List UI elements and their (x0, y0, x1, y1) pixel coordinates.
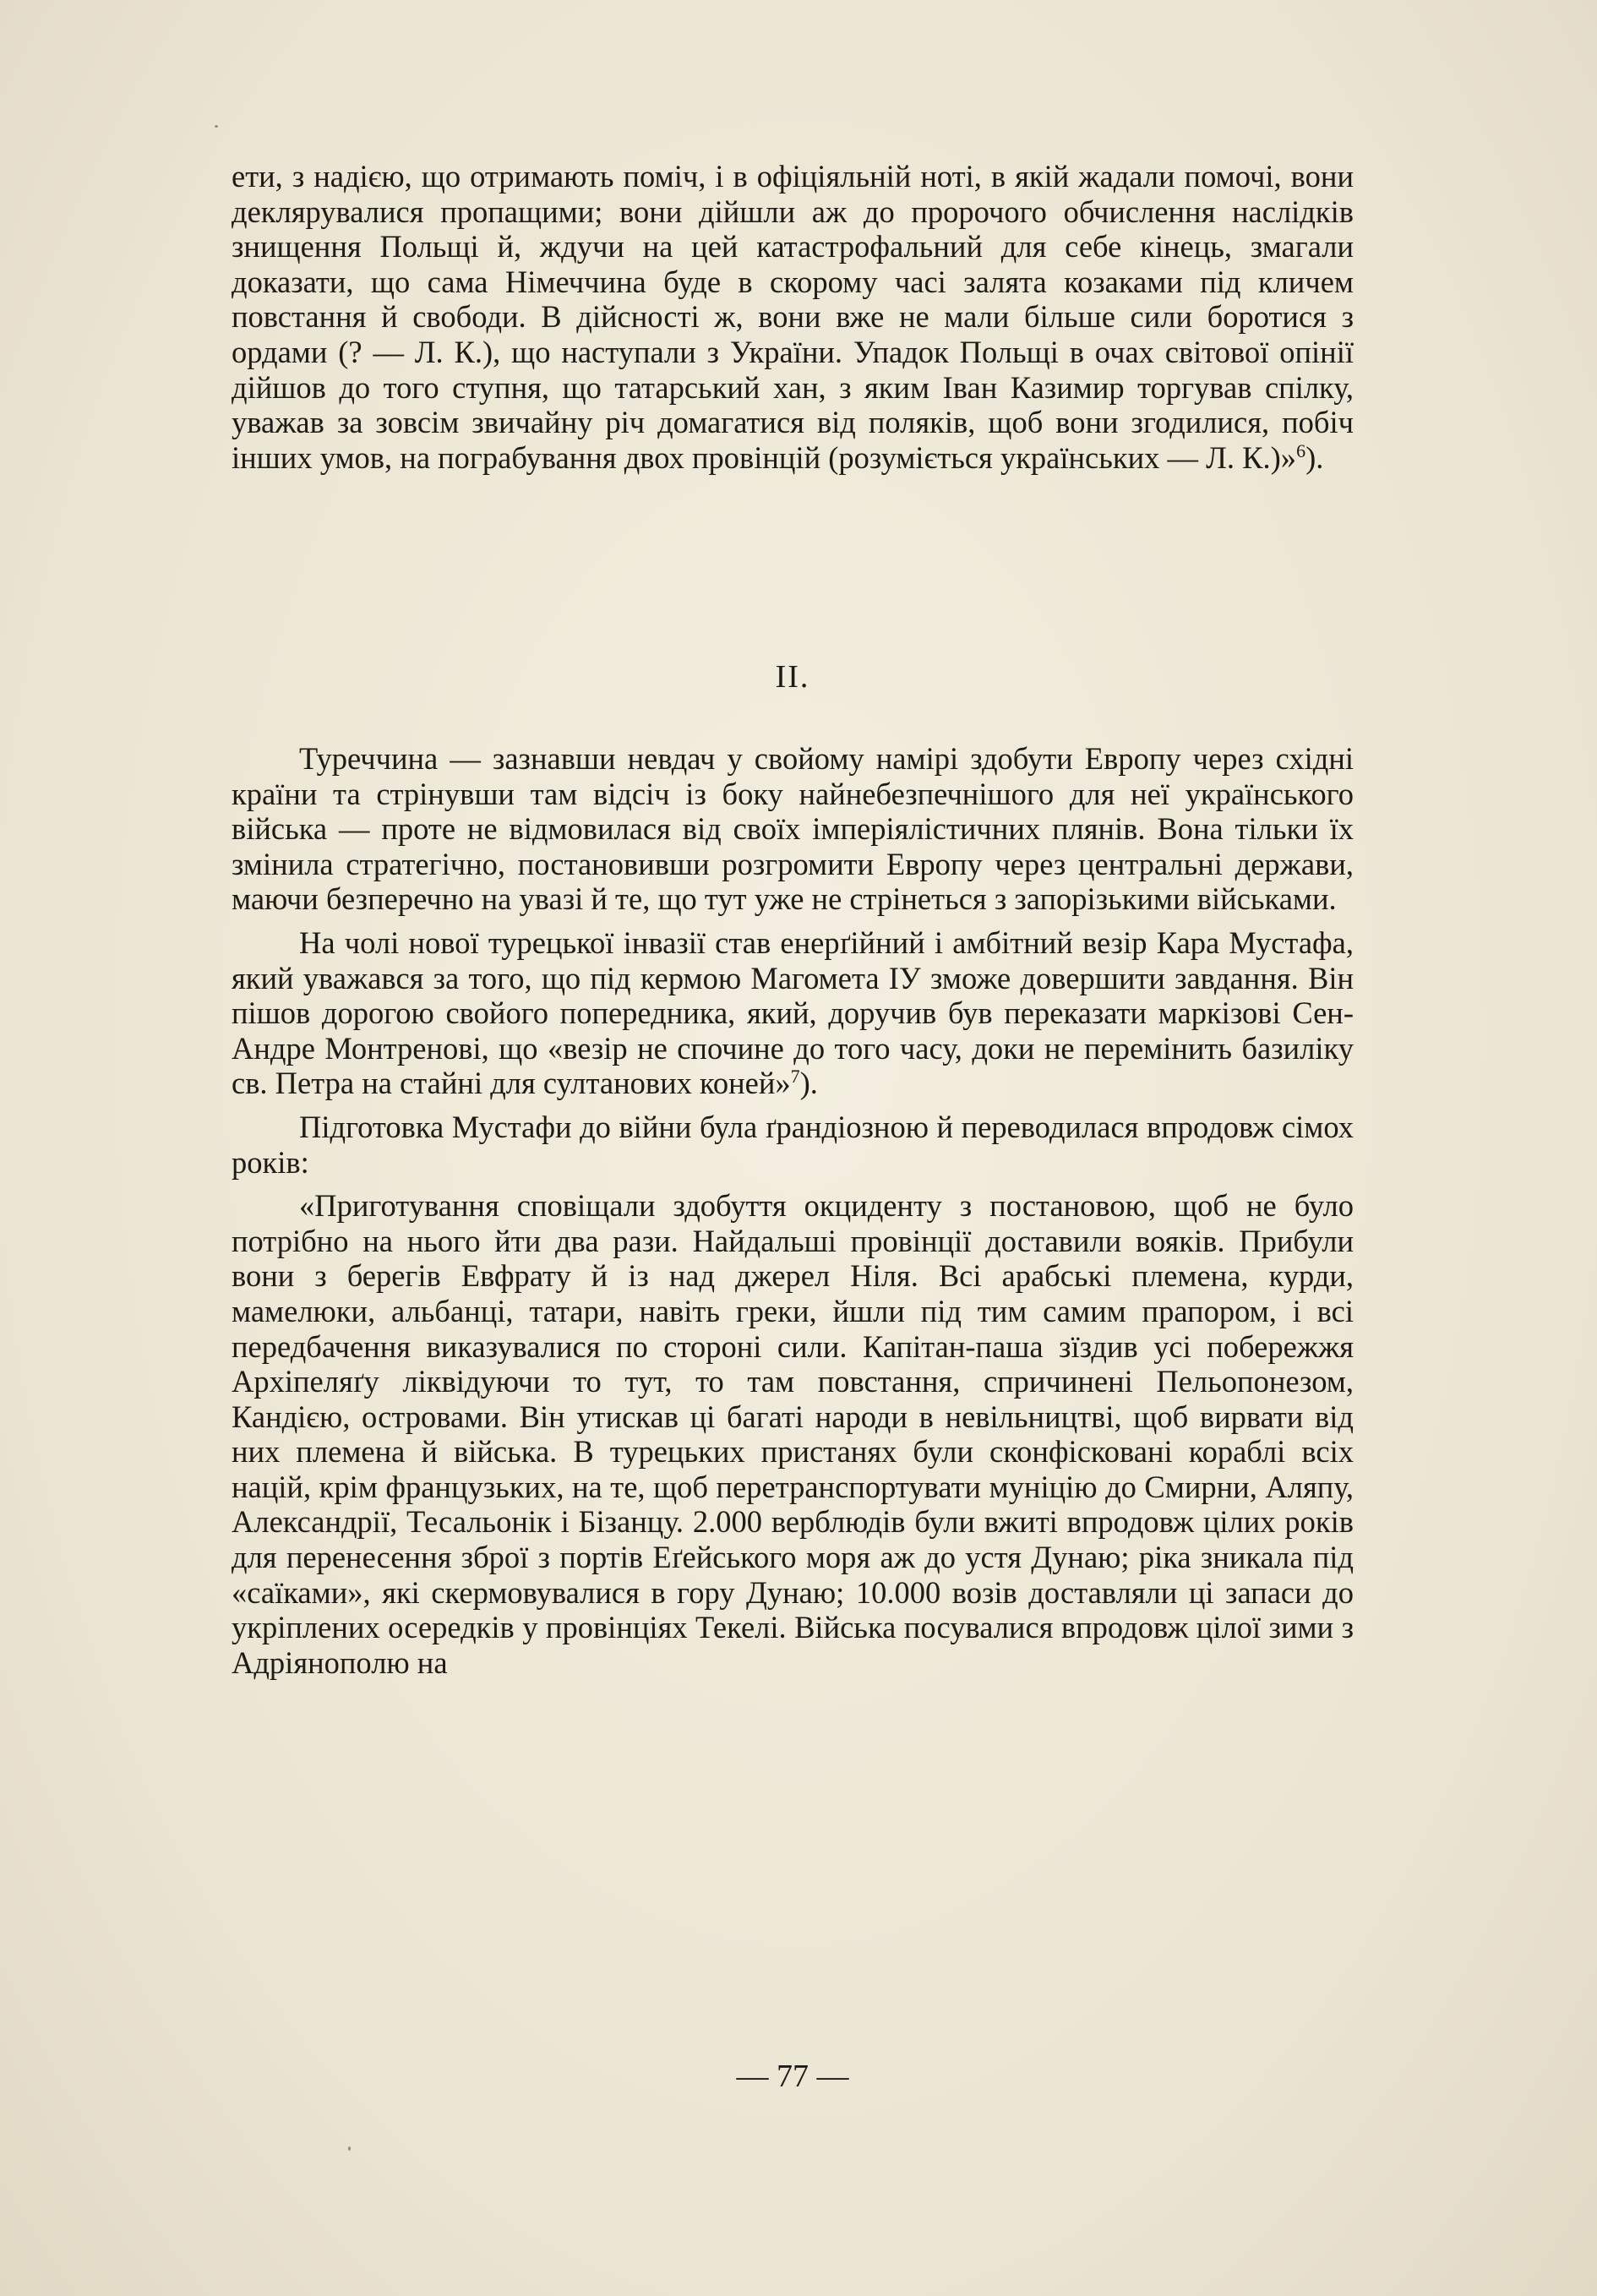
page-number: — 77 — (736, 2059, 849, 2094)
footnote-ref-7: 7 (790, 1066, 800, 1088)
section-heading: II. (775, 659, 810, 695)
scan-speck (348, 2146, 351, 2151)
paragraph-1-text: ети, з надією, що отримають поміч, і в офіціяльній ноті, в якій жадали помочі, вони деклярувалися пропащими; вони дійшли аж до пророчого обчислення наслідків знищення Польщі й, ждучи на цей катастрофальний для себе кінець, змагали доказати, що сама Німеччина буде в скорому часі залята козаками під кличем повстання й свободи. В дійсності ж, вони вже не мали більше сили боротися з ордами (? — Л. К.), що наступали з України. Упадок Польщі в очах світової опінії дійшов до того ступня, що татарський хан, з яким Іван Казимир торгував спілку, уважав за зовсім звичайну річ домагатися від поляків, щоб вони згодилися, побіч інших умов, на пограбування двох провінцій (розуміється українських — Л. К.)» (232, 159, 1354, 475)
text-block-top (232, 159, 1354, 475)
paragraph-3-text: На чолі нової турецької інвазії став енерґійний і амбітний везір Кара Мустафа, який уважався за того, що під кермою Магомета IУ зможе довершити завдання. Він пішов дорогою свойого попередника, який, доручив був переказати маркізові Сен-Андре Монтренові, що «везір не спочине до того часу, доки не перемінить базиліку св. Петра на стайні для султанових коней» (232, 924, 1354, 1101)
text-block-main (232, 741, 1354, 1680)
paragraph-vizier (232, 925, 1354, 1101)
paragraph-quotation: «Приготування сповіщали здобуття окциденту з постановою, щоб не було потрібно на нього йти два рази. Найдальші провінції доставили вояків. Прибули вони з берегів Евфрату й із над джерел Ніля. Всі арабські племена, курди, мамелюки, альбанці, татари, навіть греки, йшли під тим самим прапором, і всі передбачення виказувалися по стороні сили. Капітан-паша зїздив усі побережжя Архіпеляґу ліквідуючи то тут, то там повстання, спричинені Пельопонезом, Кандією, островами. Він утискав ці багаті народи в невільництві, щоб вирвати від них племена й війська. В турецьких пристанях були сконфісковані кораблі всіх націй, крім французьких, на те, щоб перетранспортувати муніцію до Смирни, Аляпу, Александрії, Тесальонік і Бізанцу. 2.000 верблюдів були вжиті впродовж цілих років для перенесення зброї з портів Еґейського моря аж до устя Дунаю; ріка зникала під «саїками», які скермовувалися в гору Дунаю; 10.000 возів доставляли ці запаси до укріплених осередків у провінціях Текелі. Війська посувалися впродовж цілої зими з Адріянополю на (232, 1188, 1354, 1680)
scan-speck (215, 125, 218, 128)
paragraph-continuation (232, 159, 1354, 475)
paragraph-turkey: Туреччина — зазнавши невдач у свойому намірі здобути Европу через східні країни та стрінувши там відсіч із боку найнебезпечнішого для неї українського війська — проте не відмовилася від своїх імперіялістичних плянів. Вона тільки їх змінила стратегічно, постановивши розгромити Европу через центральні держави, маючи безперечно на увазі й те, що тут уже не стрінеться з запорізькими військами. (232, 741, 1354, 917)
paragraph-preparation: Підготовка Мустафи до війни була ґрандіозною й переводилася впродовж сімох років: (232, 1109, 1354, 1180)
footnote-ref-6: 6 (1296, 439, 1306, 461)
paragraph-3-end: ). (799, 1066, 818, 1101)
paragraph-1-end: ). (1305, 439, 1324, 475)
